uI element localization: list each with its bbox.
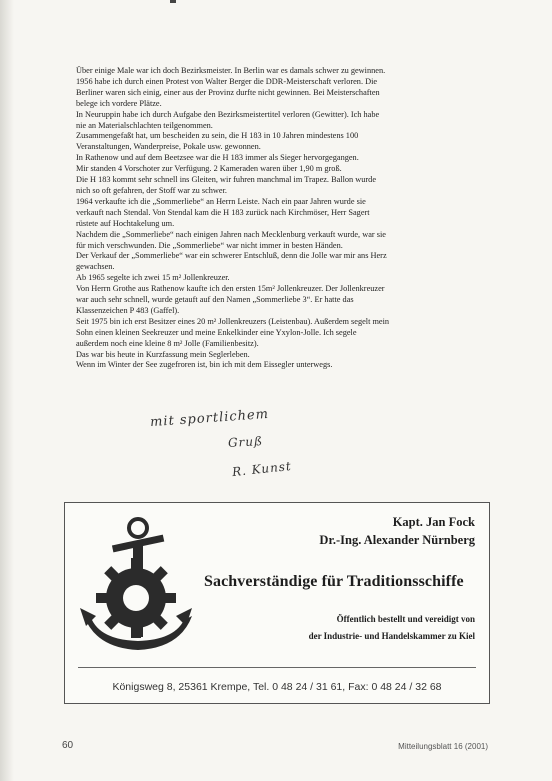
ad-tagline: Sachverständige für Traditionsschiffe bbox=[204, 573, 464, 590]
body-line: Über einige Male war ich doch Bezirksmeister. In Berlin war es damals schwer zu gewinnen. bbox=[76, 66, 386, 75]
body-line: nich so oft gefahren, der Stoff war zu schwer. bbox=[76, 185, 227, 195]
anchor-gear-icon bbox=[76, 516, 196, 656]
body-line: Der Verkauf der „Sommerliebe“ war ein schwerer Entschluß, denn die Jolle war mir ans Herz bbox=[76, 251, 387, 261]
body-line: Klassenzeichen P 483 (Gaffel). bbox=[76, 305, 180, 315]
expert-name-fock: Kapt. Jan Fock bbox=[392, 515, 475, 529]
body-line: Sohn einen kleinen Seekreuzer und meine Enkelkinder eine Yxylon-Jolle. Ich segele bbox=[76, 327, 357, 337]
body-line: war auch sehr schnell, wurde getauft auf den Namen „Sommerliebe 3“. Er hatte das bbox=[76, 295, 354, 305]
top-mark bbox=[170, 0, 176, 3]
body-line: Wenn im Winter der See zugefroren ist, bin ich mit dem Eissegler unterwegs. bbox=[76, 360, 333, 370]
contact-address: Königsweg 8, 25361 Krempe, Tel. 0 48 24 / 31 61, Fax: 0 48 24 / 32 68 bbox=[112, 681, 442, 693]
body-line: für mich verschwunden. Die „Sommerliebe“ war nicht immer in besten Händen. bbox=[76, 240, 343, 250]
body-line: Die H 183 kommt sehr schnell ins Gleiten, wir fuhren manchmal im Trapez. Ballon wurde bbox=[76, 175, 377, 185]
signature-gruss: Gruß bbox=[227, 434, 264, 450]
body-line: Veranstaltungen, Wanderpreise, Pokale usw. gewonnen. bbox=[76, 142, 261, 152]
body-line: gewachsen. bbox=[76, 262, 115, 272]
body-line: Seit 1975 bin ich erst Besitzer eines 20 m² Jollenkreuzers (Leistenbau). Außerdem segelt mein bbox=[76, 316, 390, 326]
body-line: verkauft nach Stendal. Von Stendal kam die H 183 zurück nach Kirchmöser, Herr Sagert bbox=[76, 207, 370, 217]
body-line: In Rathenow und auf dem Beetzsee war die H 183 immer als Sieger hervorgegangen. bbox=[76, 153, 359, 163]
body-line: außerdem noch eine kleine 8 m² Jolle (Familienbesitz). bbox=[76, 338, 259, 348]
body-line: Nachdem die „Sommerliebe“ nach einigen Jahren nach Mecklenburg verkauft wurde, war sie bbox=[76, 229, 386, 239]
expert-name-nuernberg: Dr.-Ing. Alexander Nürnberg bbox=[319, 533, 475, 547]
body-line: belege ich vordere Plätze. bbox=[76, 98, 162, 108]
body-line: Berliner waren sich einig, einer aus der Provinz durfte nicht gewinnen. Bei Meisterschaften bbox=[76, 87, 380, 97]
body-line: Zusammengefaßt hat, um bescheiden zu sein, die H 183 in 10 Jahren mindestens 100 bbox=[76, 131, 359, 141]
body-line: Mir standen 4 Vorschoter zur Verfügung. 2 Kameraden waren über 1,90 m groß. bbox=[76, 164, 342, 174]
page-number: 60 bbox=[62, 740, 74, 751]
body-line: In Neuruppin habe ich durch Aufgabe den Bezirksmeistertitel verloren (Gewitter). Ich habe bbox=[76, 109, 380, 119]
divider bbox=[78, 667, 476, 668]
page-spine-shadow bbox=[0, 0, 14, 781]
body-line: rüstete auf Hochtakelung um. bbox=[76, 218, 175, 228]
certification-line-1: Öffentlich bestellt und vereidigt von bbox=[336, 614, 475, 624]
body-text bbox=[76, 66, 456, 371]
body-line: 1956 habe ich durch einen Protest von Walter Berger die DDR-Meisterschaft verloren. Die bbox=[76, 76, 378, 86]
body-line: nie an Materialschlachten teilgenommen. bbox=[76, 120, 213, 130]
publication-footer: Mitteilungsblatt 16 (2001) bbox=[398, 742, 488, 751]
signature-greeting: mit sportlichem bbox=[149, 406, 270, 431]
certification-line-2: der Industrie- und Handelskammer zu Kiel bbox=[308, 631, 475, 641]
signature-name: R. Kunst bbox=[231, 458, 293, 480]
body-line: Von Herrn Grothe aus Rathenow kaufte ich den ersten 15m² Jollenkreuzer. Der Jollenkreuzer bbox=[76, 284, 385, 294]
body-line: Ab 1965 segelte ich zwei 15 m² Jollenkreuzer. bbox=[76, 273, 230, 283]
body-line: 1964 verkaufte ich die „Sommerliebe“ an Herrn Leiste. Nach ein paar Jahren wurde sie bbox=[76, 196, 366, 206]
body-line: Das war bis heute in Kurzfassung mein Seglerleben. bbox=[76, 349, 250, 359]
advertisement-box bbox=[64, 502, 490, 704]
